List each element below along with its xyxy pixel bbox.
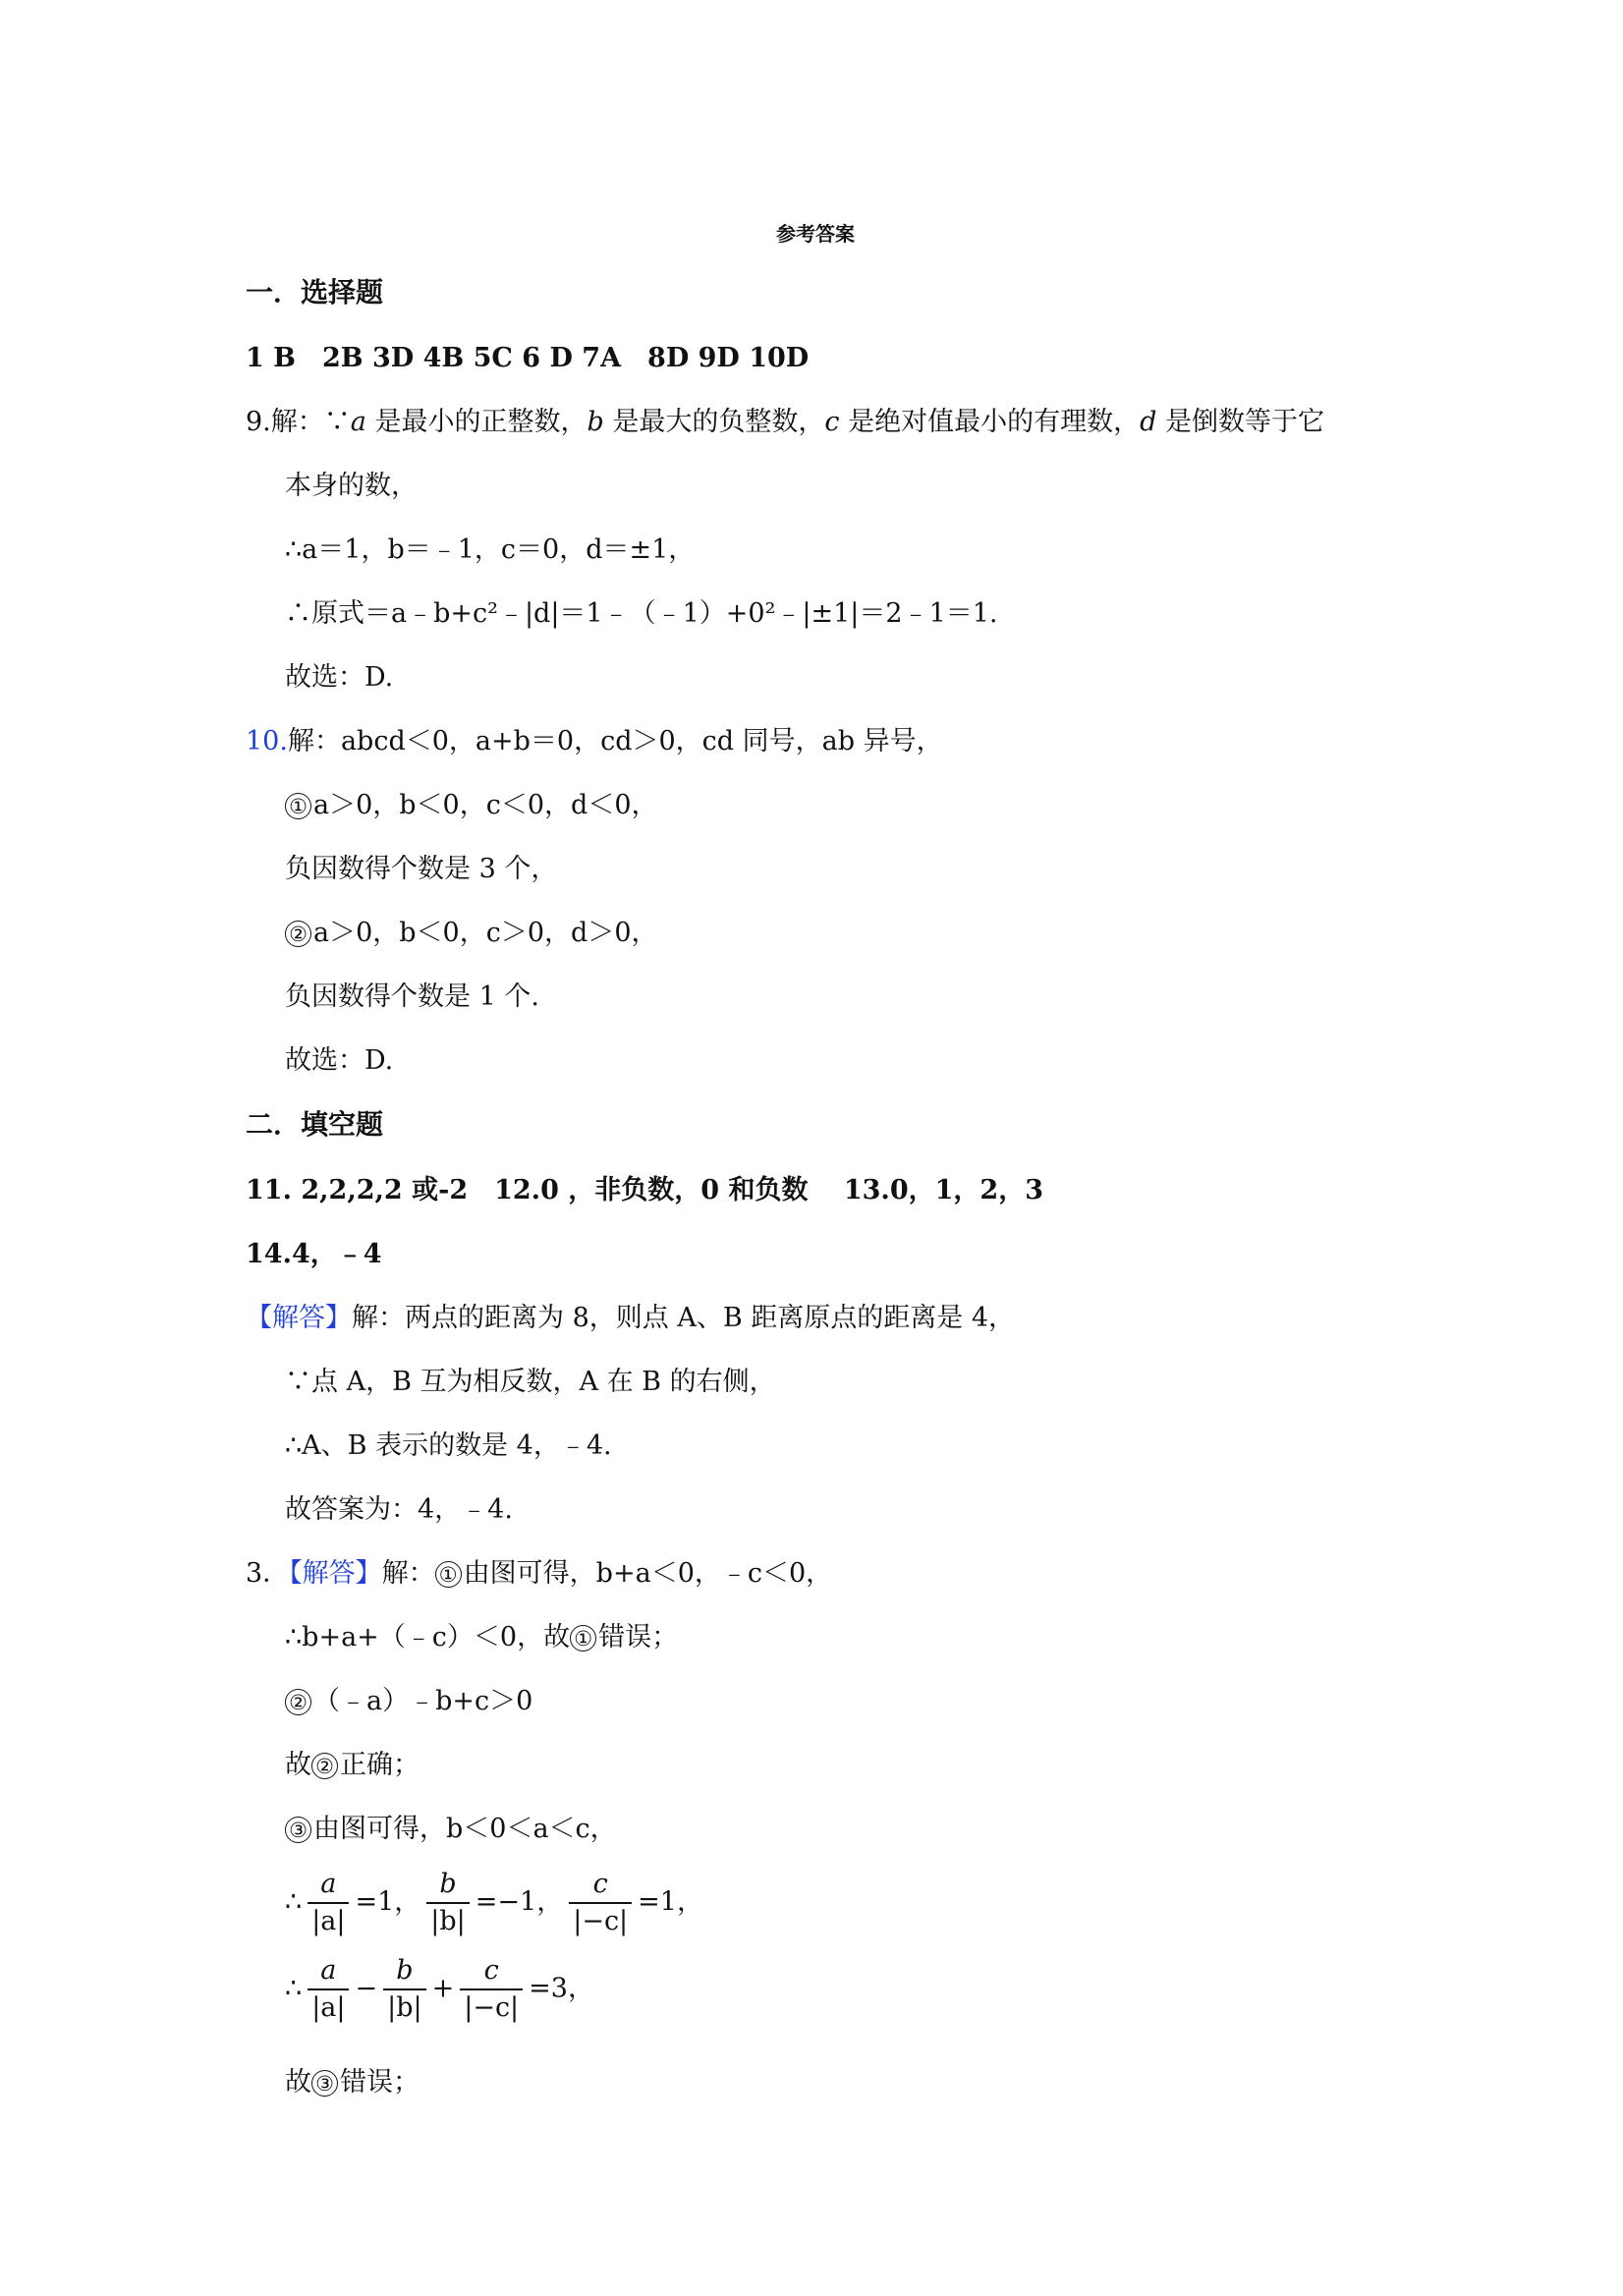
fraction-c xyxy=(460,1953,523,2026)
fraction-a xyxy=(308,1867,349,1939)
q3-line-4 xyxy=(285,1746,420,1785)
q14-line-2: ∵点 A，B 互为相反数，A 在 B 的右侧， xyxy=(285,1367,776,1397)
q3-text: 错误； xyxy=(598,1622,679,1652)
q9-text: 是绝对值最小的有理数， xyxy=(848,407,1141,437)
q14-line-1 xyxy=(246,1299,1015,1338)
q3-text: ∴b+a+（﹣c）＜0，故 xyxy=(285,1622,571,1652)
fraction-b xyxy=(426,1867,469,1939)
fraction-denominator: |a| xyxy=(308,1902,349,1939)
equals-value: =3， xyxy=(529,1973,594,2004)
circled-one: ① xyxy=(570,1625,596,1652)
fraction-numerator: b xyxy=(439,1869,457,1899)
q9-text: 解：∵ xyxy=(270,407,351,437)
q14-line-3: ∴A、B 表示的数是 4，﹣4. xyxy=(285,1430,612,1461)
q3-line-3 xyxy=(285,1682,532,1721)
circled-one: ① xyxy=(435,1561,462,1588)
var-c: c xyxy=(824,407,840,437)
circled-two: ② xyxy=(311,1753,338,1779)
fraction-numerator: a xyxy=(320,1869,337,1899)
fraction-denominator: |a| xyxy=(308,1988,349,2026)
q3-text: 由图可得，b+a＜0，﹣c＜0， xyxy=(463,1558,833,1589)
q3-line-7 xyxy=(285,1953,594,2026)
q10-line-1 xyxy=(246,722,943,761)
q3-text: 错误； xyxy=(340,2067,420,2098)
therefore-symbol: ∴ xyxy=(285,1973,303,2004)
answer-tag: 【解答】 xyxy=(289,1558,382,1589)
q3-line-6 xyxy=(285,1867,703,1939)
equals-value: =1， xyxy=(638,1886,703,1918)
circled-three: ③ xyxy=(285,1817,311,1843)
q10-case-2: a＞0，b＜0，c＞0，d＞0， xyxy=(313,918,658,948)
q3-text: （﹣a）﹣b+c＞0 xyxy=(313,1686,533,1716)
circled-three: ③ xyxy=(311,2070,338,2097)
circled-one: ① xyxy=(285,793,311,819)
q3-line-5 xyxy=(285,1810,617,1849)
fraction-denominator: |b| xyxy=(426,1902,469,1939)
q3-text: 正确； xyxy=(340,1750,420,1780)
q3-line-8 xyxy=(285,2063,420,2102)
q10-line-6: 故选：D. xyxy=(285,1045,394,1076)
q3-text: 解： xyxy=(381,1558,435,1589)
q14-text: 解：两点的距离为 8，则点 A、B 距离原点的距离是 4， xyxy=(352,1303,1016,1333)
q3-text: 由图可得，b＜0＜a＜c， xyxy=(313,1814,617,1844)
therefore-symbol: ∴ xyxy=(285,1886,303,1918)
var-a: a xyxy=(350,407,366,437)
page-title: 参考答案 xyxy=(776,222,855,246)
q3-text: 故 xyxy=(285,2067,311,2098)
q14-answer-text: 14.4，﹣4 xyxy=(246,1239,382,1269)
q3-line-1 xyxy=(246,1554,832,1594)
q9-line-1 xyxy=(246,403,1324,442)
fraction-denominator: |−c| xyxy=(569,1902,632,1939)
plus-sign: + xyxy=(431,1973,455,2004)
equals-value: =−1， xyxy=(475,1886,564,1918)
fraction-numerator: b xyxy=(396,1955,414,1986)
q14-line-4: 故答案为：4，﹣4. xyxy=(285,1494,513,1525)
circled-two: ② xyxy=(285,921,311,947)
section-heading-fill: 二．填空题 xyxy=(246,1108,384,1141)
q10-line-2 xyxy=(285,786,658,825)
q14-answer xyxy=(246,1235,382,1274)
fraction-numerator: c xyxy=(483,1955,499,1986)
answer-tag: 【解答】 xyxy=(246,1303,352,1333)
equals-value: =1， xyxy=(355,1886,421,1918)
var-d: d xyxy=(1140,407,1157,437)
q9-line-5: 故选：D. xyxy=(285,662,394,693)
fraction-b xyxy=(383,1953,425,2026)
q3-text: 故 xyxy=(285,1750,311,1780)
fraction-denominator: |b| xyxy=(383,1988,425,2026)
q3-number: 3． xyxy=(246,1558,290,1589)
q10-line-5: 负因数得个数是 1 个. xyxy=(285,981,539,1012)
q3-line-2 xyxy=(285,1618,678,1657)
fraction-denominator: |−c| xyxy=(460,1988,523,2026)
q9-text: 是最小的正整数， xyxy=(374,407,588,437)
fraction-numerator: a xyxy=(320,1955,337,1986)
circled-two: ② xyxy=(285,1689,311,1715)
q10-line-4 xyxy=(285,914,658,953)
q9-text: 是倒数等于它 xyxy=(1164,407,1324,437)
q9-text: 是最大的负整数， xyxy=(612,407,825,437)
fraction-numerator: c xyxy=(592,1869,608,1899)
var-b: b xyxy=(587,407,604,437)
section-heading-choice: 一．选择题 xyxy=(246,276,384,308)
q9-line-4: ∴原式＝a﹣b+c²﹣|d|＝1﹣（﹣1）+0²﹣|±1|＝2﹣1＝1. xyxy=(285,598,998,629)
q10-case-1: a＞0，b＜0，c＜0，d＜0， xyxy=(313,790,658,820)
minus-sign: − xyxy=(355,1973,378,2004)
q10-line-3: 负因数得个数是 3 个， xyxy=(285,854,558,884)
q9-line-3: ∴a＝1，b＝﹣1，c＝0，d＝±1， xyxy=(285,534,696,565)
fill-answers: 11. 2,2,2,2 或-2 12.0 ，非负数，0 和负数 13.0，1，2，3 xyxy=(246,1175,1043,1205)
choice-answers: 1 B 2B 3D 4B 5C 6 D 7A 8D 9D 10D xyxy=(246,343,810,373)
q9-line-2: 本身的数， xyxy=(285,471,418,501)
q10-text: 解：abcd＜0，a+b＝0，cd＞0，cd 同号，ab 异号， xyxy=(287,726,943,756)
fraction-c xyxy=(569,1867,632,1939)
q10-number: 10. xyxy=(246,726,288,756)
fraction-a xyxy=(308,1953,349,2026)
q9-number: 9. xyxy=(246,407,271,437)
